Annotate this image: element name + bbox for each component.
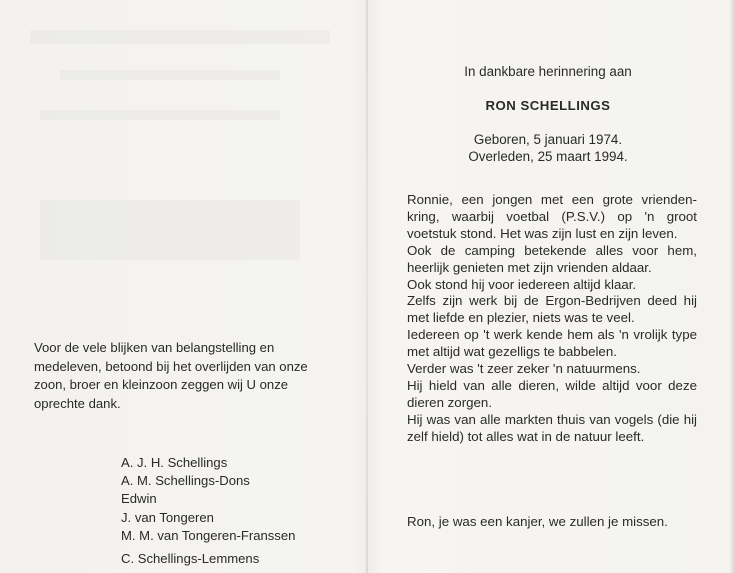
tribute-paragraph: Verder was 't zeer zeker 'n natuurmens. bbox=[407, 361, 641, 377]
thanks-message bbox=[34, 339, 334, 413]
signer: A. M. Schellings-Dons bbox=[121, 473, 250, 488]
birth-date: Geboren, 5 januari 1974. bbox=[473, 132, 623, 147]
thanks-text: Voor de vele blijken van belangstelling en medeleven, betoond bij het overlijden van onze zoon, broer en kleinzoon zeggen wij U onze oprechte dank. bbox=[34, 340, 308, 411]
tribute-text bbox=[407, 192, 697, 446]
tribute-paragraph: Hij was van alle markten thuis van vogels (die hij zelf hield) tot alles wat in de natuur leeft. bbox=[407, 411, 697, 444]
signer-group-3 bbox=[121, 550, 259, 568]
card-edge bbox=[729, 0, 735, 573]
signer-group-1 bbox=[121, 454, 250, 508]
tribute-paragraph: Iedereen op 't werk kende hem als 'n vrolijk type met altijd wat gezelligs te babbelen. bbox=[407, 327, 697, 360]
card-fold bbox=[366, 0, 368, 573]
signer: A. J. H. Schellings bbox=[121, 455, 228, 470]
show-through bbox=[40, 110, 280, 120]
tribute-paragraph: Ook stond hij voor iedereen altijd klaar. bbox=[407, 276, 637, 292]
signer: Edwin bbox=[121, 491, 157, 506]
show-through bbox=[30, 30, 330, 44]
signer: M. M. van Tongeren-Franssen bbox=[121, 528, 296, 543]
tribute-paragraph: Ook de camping betekende alles voor hem, heerlijk genieten met zijn vrienden aldaar. bbox=[407, 242, 697, 275]
show-through bbox=[60, 70, 280, 80]
tribute-paragraph: Zelfs zijn werk bij de Ergon-Bedrijven deed hij met liefde en plezier, niets was te veel. bbox=[407, 293, 697, 326]
show-through bbox=[40, 200, 300, 260]
signer-group-2 bbox=[121, 509, 295, 545]
intro-line: In dankbare herinnering aan bbox=[464, 64, 632, 79]
signer: C. Schellings-Lemmens bbox=[121, 551, 260, 566]
closing-line: Ron, je was een kanjer, we zullen je missen. bbox=[407, 514, 668, 529]
deceased-name: RON SCHELLINGS bbox=[485, 98, 611, 113]
signer: J. van Tongeren bbox=[121, 510, 214, 525]
tribute-paragraph: Ronnie, een jongen met een grote vrienden-kring, waarbij voetbal (P.S.V.) op 'n groot voetstuk stond. Het was zijn lust en zijn leven. bbox=[407, 192, 697, 241]
death-date: Overleden, 25 maart 1994. bbox=[468, 149, 628, 164]
tribute-paragraph: Hij hield van alle dieren, wilde altijd voor deze dieren zorgen. bbox=[407, 377, 697, 410]
